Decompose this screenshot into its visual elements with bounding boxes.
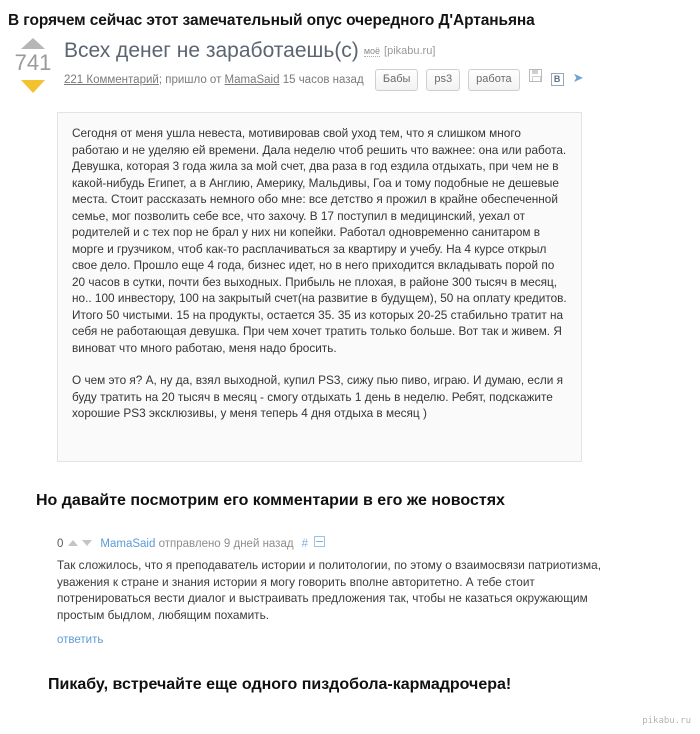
post-rating xyxy=(10,38,56,93)
post-tag-2[interactable]: ps3 xyxy=(426,69,460,91)
mid-caption: Но давайте посмотрим его комментарии в его же новостях xyxy=(36,492,505,509)
post-time: 15 часов назад xyxy=(282,74,364,86)
post-meta xyxy=(64,69,694,91)
twitter-share-icon[interactable]: ➤ xyxy=(572,70,584,85)
comment-body: Так сложилось, что я преподаватель истории и политологии, по этому о взаимосвязи патриотизма, уважения к стране и знания истории я могу говорить вполне авторитетно. А тебе стоит потренироваться вести диалог и выстраивать предложения так, чтобы не казаться окружающим простым быдлом, любящим похамить. xyxy=(57,558,602,622)
downvote-arrow-icon[interactable] xyxy=(21,80,45,93)
post-paragraph-1: Сегодня от меня ушла невеста, мотивировав свой уход тем, что я слишком много работаю и не уделяю ей времени. Дала неделю чтоб решить что важнее: она или работа. Девушка, которая 3 года жила за мой счет, два раза в год ездила отдыхать, при чем не в какой-нибудь Египет, а в Англию, Америку, Мальдивы, Гоа и тому подобные не дешевые места. Стоит рассказать немного обо мне: все детство я прожил в крайне обеспеченной семье, мог позволить себе все, что захочу. В 17 поступил в медицинский, уехал от родителей и с тех пор не брал у них ни копейки. Работал одновременно санитаром в морге и грузчиком, чтоб как-то расплачиваться за квартиру и учебу. На 4 курсе открыл свое дело. Прошло еще 4 года, бизнес идет, но в него приходится вкладывать порой по 20 часов в сутки, почти без выходных. Прибыль не плохая, в районе 300 тысяч в месяц, но.. 100 инвестору, 100 на закрытый счет(на развитие в будущем), 50 на оплату кредитов. Итого 50 чистыми. 15 на продукты, остается 35. 35 из которых 20-25 стабильно тратит на себя не работающая девушка. При чем хочет тратить только больше. Вот так и живем. Я виноват что много работаю, меня надо бросить. xyxy=(72,126,567,355)
comment-reply-link[interactable]: ответить xyxy=(57,634,104,646)
comment-container xyxy=(57,536,617,646)
comment-permalink[interactable]: # xyxy=(301,538,308,550)
bottom-caption: Пикабу, встречайте еще одного пиздобола-кармадрочера! xyxy=(48,676,512,693)
post-title[interactable]: Всех денег не заработаешь(с) xyxy=(64,39,359,62)
comment-downvote-icon[interactable] xyxy=(82,540,92,546)
comments-link[interactable]: 221 Комментарий xyxy=(64,74,159,86)
meta-prefix: ; пришло от xyxy=(158,74,225,86)
mine-badge: моё xyxy=(363,46,381,56)
post-body xyxy=(64,38,694,91)
post-tag-1[interactable]: Бабы xyxy=(375,69,419,91)
comment-author-link[interactable]: MamaSaid xyxy=(100,538,156,550)
comment-header xyxy=(57,536,617,551)
post-author-link[interactable]: MamaSaid xyxy=(224,74,280,86)
post-tag-3[interactable]: работа xyxy=(468,69,519,91)
post-text-box xyxy=(57,112,582,462)
rating-count: 741 xyxy=(14,50,52,75)
upvote-arrow-icon[interactable] xyxy=(21,38,45,49)
post-paragraph-2: О чем это я? А, ну да, взял выходной, купил PS3, сижу пью пиво, играю. И думаю, если я буду тратить на 20 тысяч в месяц - смогу отдыхать 1 день в неделю. Ребят, подскажите хорошие PS3 эксклюзивы, у меня теперь 4 дня отдыха в месяц ) xyxy=(72,373,564,420)
collapse-icon[interactable] xyxy=(314,536,325,547)
top-caption: В горячем сейчас этот замечательный опус очередного Д'Артаньяна xyxy=(8,12,535,29)
comment-meta: отправлено 9 дней назад xyxy=(158,538,294,550)
watermark: pikabu.ru xyxy=(642,716,691,726)
vk-share-icon[interactable]: В xyxy=(551,73,564,86)
post-title-row xyxy=(64,38,694,66)
comment-upvote-icon[interactable] xyxy=(68,540,78,546)
save-icon[interactable] xyxy=(529,69,542,82)
comment-score: 0 xyxy=(57,538,64,550)
post-domain: [pikabu.ru] xyxy=(384,45,436,57)
